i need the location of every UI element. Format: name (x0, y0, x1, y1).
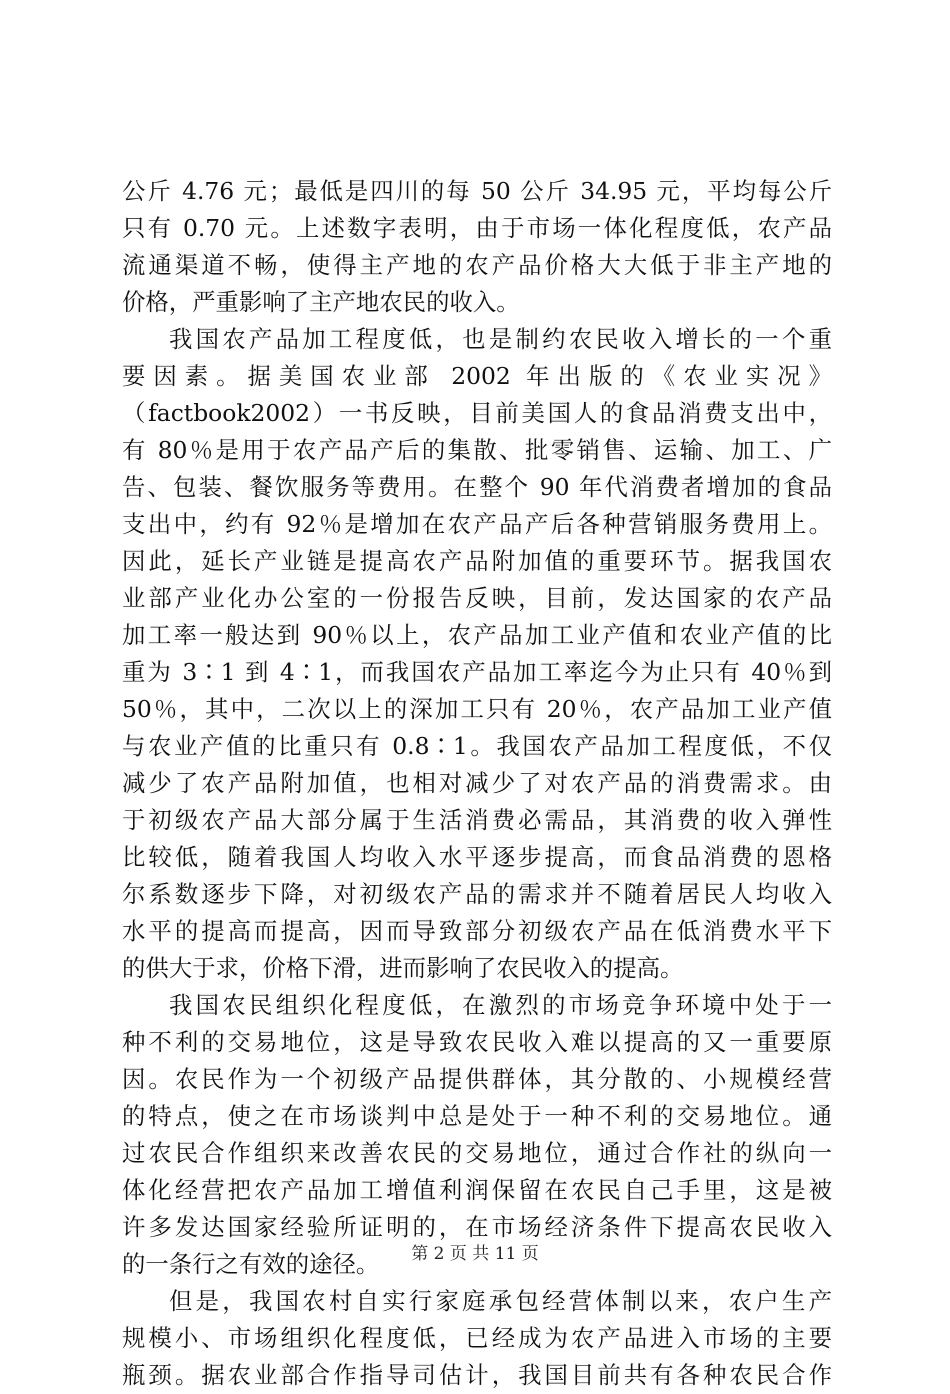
text-line: 的一条行之有效的途径。 (122, 1250, 380, 1278)
text-line: 有 80％是用于农产品产后的集散、批零销售、运输、加工、广 (122, 436, 832, 464)
text-line: 瓶颈。据农业部合作指导司估计，我国目前共有各种农民合作 (122, 1361, 832, 1389)
text-line: 许多发达国家经验所证明的，在市场经济条件下提高农民收入 (122, 1213, 832, 1241)
text-line: 规模小、市场组织化程度低，已经成为农产品进入市场的主要 (122, 1324, 832, 1352)
text-line: 体化经营把农产品加工增值利润保留在农民自己手里，这是被 (122, 1176, 832, 1204)
text-line: 支出中，约有 92％是增加在农产品产后各种营销服务费用上。 (122, 510, 832, 538)
text-line: 告、包装、餐饮服务等费用。在整个 90 年代消费者增加的食品 (122, 473, 832, 501)
text-line: 公斤 4.76 元；最低是四川的每 50 公斤 34.95 元，平均每公斤 (122, 177, 832, 205)
text-line: 流通渠道不畅，使得主产地的农产品价格大大低于非主产地的 (122, 251, 832, 279)
text-line: 水平的提高而提高，因而导致部分初级农产品在低消费水平下 (122, 917, 832, 945)
text-line: 的特点，使之在市场谈判中总是处于一种不利的交易地位。通 (122, 1102, 832, 1130)
text-line: 种不利的交易地位，这是导致农民收入难以提高的又一重要原 (122, 1028, 832, 1056)
text-line: 加工率一般达到 90％以上，农产品加工业产值和农业产值的比 (122, 621, 832, 649)
text-line: 因。农民作为一个初级产品提供群体，其分散的、小规模经营 (122, 1065, 832, 1093)
text-line: 减少了农产品附加值，也相对减少了对农产品的消费需求。由 (122, 769, 832, 797)
text-line: 重为 3∶1 到 4∶1，而我国农产品加工率迄今为止只有 40％到 (122, 658, 832, 686)
text-line: 要因素。据美国农业部 2002 年出版的《农业实况》 (122, 362, 832, 390)
paragraph-start-line: 我国农民组织化程度低，在激烈的市场竞争环境中处于一 (169, 991, 832, 1019)
text-line: 尔系数逐步下降，对初级农产品的需求并不随着居民人均收入 (122, 880, 832, 908)
body-text (122, 173, 832, 1394)
paragraph-start-line: 我国农产品加工程度低，也是制约农民收入增长的一个重 (169, 325, 832, 353)
text-line: 比较低，随着我国人均收入水平逐步提高，而食品消费的恩格 (122, 843, 832, 871)
text-line: 50％，其中，二次以上的深加工只有 20％，农产品加工业产值 (122, 695, 832, 723)
text-line: 价格，严重影响了主产地农民的收入。 (122, 288, 520, 316)
text-line: 过农民合作组织来改善农民的交易地位，通过合作社的纵向一 (122, 1139, 832, 1167)
text-line: 业部产业化办公室的一份报告反映，目前，发达国家的农产品 (122, 584, 832, 612)
text-line: （factbook2002）一书反映，目前美国人的食品消费支出中， (122, 399, 832, 427)
text-line: 的供大于求，价格下滑，进而影响了农民收入的提高。 (122, 954, 684, 982)
text-line: 与农业产值的比重只有 0.8∶1。我国农产品加工程度低，不仅 (122, 732, 832, 760)
text-line: 因此，延长产业链是提高农产品附加值的重要环节。据我国农 (122, 547, 832, 575)
paragraph-start-line: 但是，我国农村自实行家庭承包经营体制以来，农户生产 (169, 1287, 832, 1315)
page-number-footer: 第 2 页 共 11 页 (411, 1244, 539, 1264)
text-line: 于初级农产品大部分属于生活消费必需品，其消费的收入弹性 (122, 806, 832, 834)
text-line: 只有 0.70 元。上述数字表明，由于市场一体化程度低，农产品 (122, 214, 832, 242)
